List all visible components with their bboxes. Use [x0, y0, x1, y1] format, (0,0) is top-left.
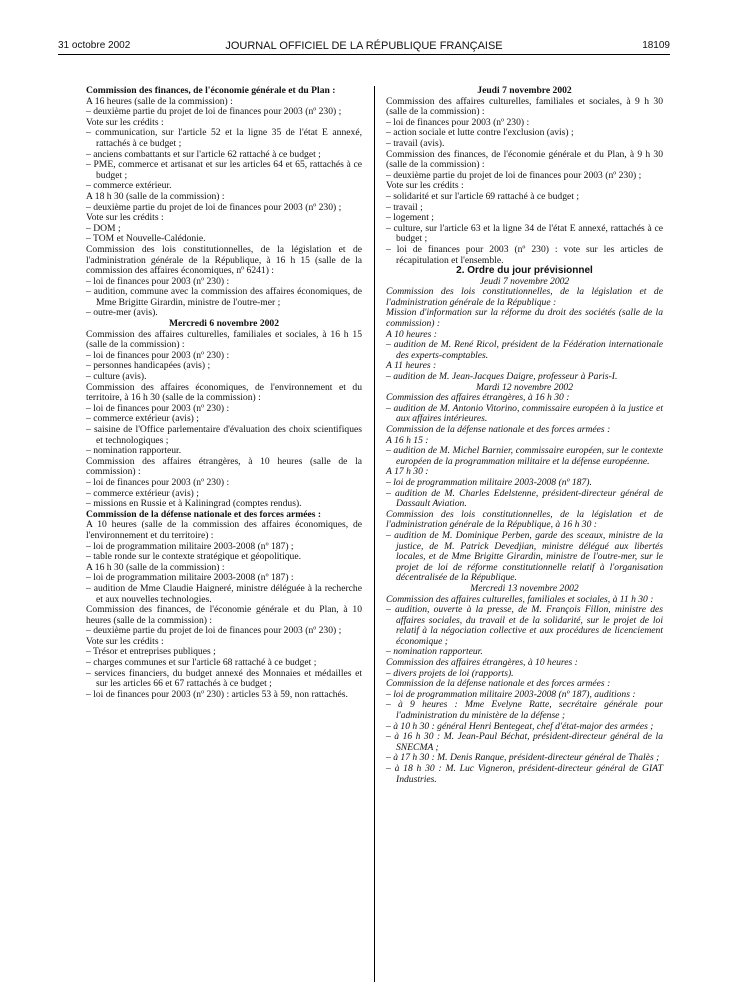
- column-divider: [374, 86, 375, 982]
- left-paragraph: A 16 heures (salle de la commission) :: [86, 95, 233, 107]
- left-paragraph: Vote sur les crédits :: [86, 635, 164, 647]
- right-paragraph: Jeudi 7 novembre 2002: [479, 275, 570, 287]
- left-paragraph: – personnes handicapées (avis) ;: [86, 360, 211, 372]
- right-paragraph: – à 18 h 30 : M. Luc Vigneron, président-directeur général de GIAT Industries.: [386, 763, 663, 785]
- left-paragraph: – loi de programmation militaire 2003-2008 (nº 187) :: [86, 572, 294, 584]
- right-paragraph: Commission de la défense nationale et des forces armées :: [386, 424, 611, 435]
- left-column: [86, 86, 362, 700]
- right-paragraph: – solidarité et sur l'article 69 rattaché à ce budget ;: [386, 190, 579, 202]
- right-paragraph: – loi de finances pour 2003 (nº 230) : vote sur les articles de récapitulation et l'ensemble.: [386, 243, 663, 266]
- left-paragraph: A 18 h 30 (salle de la commission) :: [86, 190, 225, 202]
- left-paragraph: Commission des finances, de l'économie générale et du Plan :: [86, 85, 336, 96]
- left-paragraph: – audition, commune avec la commission des affaires économiques, de Mme Brigitte Girardin, ministre de l'outre-mer ;: [86, 286, 362, 308]
- left-paragraph: A 16 h 30 (salle de la commission) :: [86, 561, 225, 573]
- right-paragraph: – à 16 h 30 : M. Jean-Paul Béchat, président-directeur général de la SNECMA ;: [386, 731, 663, 753]
- left-paragraph: – communication, sur l'article 52 et la ligne 35 de l'état E annexé, rattachés à ce budget ;: [86, 127, 362, 149]
- right-paragraph: – audition de M. Jean-Jacques Daigre, professeur à Paris-I.: [386, 371, 618, 383]
- left-paragraph: – loi de finances pour 2003 (nº 230) :: [86, 476, 230, 488]
- left-paragraph: – deuxième partie du projet de loi de finances pour 2003 (nº 230) ;: [86, 625, 342, 637]
- right-paragraph: – loi de finances pour 2003 (nº 230) :: [386, 116, 530, 128]
- left-paragraph: Commission des affaires économiques, de l'environnement et du territoire, à 16 h 30 (salle de la commission) :: [86, 381, 362, 404]
- right-paragraph: – audition de M. René Ricol, président de la Fédération internationale des experts-comptables.: [386, 339, 663, 361]
- left-paragraph: Mercredi 6 novembre 2002: [168, 318, 280, 330]
- right-paragraph: 2. Ordre du jour prévisionnel: [456, 265, 593, 277]
- page-header: [58, 40, 670, 54]
- right-paragraph: Mardi 12 novembre 2002: [475, 381, 574, 393]
- right-paragraph: – travail (avis).: [386, 137, 445, 149]
- left-paragraph: – TOM et Nouvelle-Calédonie.: [86, 233, 206, 245]
- right-paragraph: Jeudi 7 novembre 2002: [477, 85, 572, 96]
- right-paragraph: Commission des affaires culturelles, familiales et sociales, à 11 h 30 :: [386, 593, 654, 605]
- right-paragraph: – audition, ouverte à la presse, de M. François Fillon, ministre des affaires sociales, du travail et de la solidarité, sur le projet de loi relatif à la négociation collective et aux procédures de licenciement économique ;: [386, 604, 663, 647]
- left-paragraph: – loi de programmation militaire 2003-2008 (nº 187) ;: [86, 540, 294, 552]
- left-paragraph: – loi de finances pour 2003 (nº 230) :: [86, 275, 230, 287]
- left-paragraph: – DOM ;: [86, 222, 121, 234]
- left-paragraph: – table ronde sur le contexte stratégique et géopolitique.: [86, 551, 301, 563]
- header-rule: [58, 54, 670, 55]
- left-paragraph: – audition de Mme Claudie Haigneré, ministre déléguée à la recherche et aux nouvelles technologies.: [86, 582, 362, 605]
- journal-title: JOURNAL OFFICIEL DE LA RÉPUBLIQUE FRANÇAISE: [225, 40, 503, 52]
- left-paragraph: – services financiers, du budget annexé des Monnaies et médailles et sur les articles 66 et 67 rattachés à ce budget ;: [86, 667, 362, 690]
- right-paragraph: – deuxième partie du projet de loi de finances pour 2003 (nº 230) ;: [386, 169, 642, 181]
- right-paragraph: – à 9 heures : Mme Evelyne Ratte, secrétaire générale pour l'administration du ministère de la défense ;: [386, 699, 663, 722]
- left-paragraph: – deuxième partie du projet de loi de finances pour 2003 (nº 230) ;: [86, 201, 342, 213]
- right-paragraph: – audition de M. Michel Barnier, commissaire européen, sur le contexte européen de la programmation militaire et la défense européenne.: [386, 445, 663, 467]
- left-paragraph: Commission des finances, de l'économie générale et du Plan, à 10 heures (salle de la commission) :: [86, 604, 362, 626]
- left-paragraph: – Trésor et entreprises publiques ;: [86, 646, 216, 658]
- left-paragraph: – PME, commerce et artisanat et sur les articles 64 et 65, rattachés à ce budget ;: [86, 159, 362, 181]
- right-paragraph: Commission des finances, de l'économie générale et du Plan, à 9 h 30 (salle de la commission) :: [386, 148, 663, 171]
- right-paragraph: – nomination rapporteur.: [386, 646, 483, 658]
- left-paragraph: – culture (avis).: [86, 371, 147, 383]
- left-paragraph: – loi de finances pour 2003 (nº 230) :: [86, 349, 230, 361]
- right-paragraph: – audition de M. Dominique Perben, garde des sceaux, ministre de la justice, de M. Patrick Devedjian, ministre délégué aux libertés locales, et de Mme Brigitte Girardin, ministre de l'outre-mer, sur le projet de loi de réforme constitutionnelle relatif à l'organisation décentralisée de la République.: [386, 529, 663, 584]
- left-paragraph: – outre-mer (avis).: [86, 307, 158, 319]
- left-paragraph: – commerce extérieur.: [86, 180, 172, 192]
- left-paragraph: Vote sur les crédits :: [86, 212, 164, 224]
- page-number: 18109: [642, 40, 670, 51]
- right-paragraph: A 10 heures :: [386, 328, 437, 340]
- right-paragraph: – audition de M. Antonio Vitorino, commissaire européen à la justice et aux affaires intérieures.: [386, 402, 663, 425]
- left-paragraph: – commerce extérieur (avis) ;: [86, 413, 199, 425]
- right-paragraph: Vote sur les crédits :: [386, 180, 464, 192]
- right-paragraph: – travail ;: [386, 201, 423, 213]
- left-paragraph: – saisine de l'Office parlementaire d'évaluation des choix scientifiques et technologiques ;: [86, 424, 362, 446]
- left-paragraph: – nomination rapporteur.: [86, 445, 182, 457]
- right-paragraph: – divers projets de loi (rapports).: [386, 667, 514, 679]
- left-paragraph: A 10 heures (salle de la commission des affaires économiques, de l'environnement et du territoire) :: [86, 519, 362, 541]
- right-paragraph: Mercredi 13 novembre 2002: [470, 582, 579, 594]
- right-paragraph: – loi de programmation militaire 2003-2008 (nº 187).: [386, 476, 592, 488]
- left-paragraph: – commerce extérieur (avis) ;: [86, 487, 199, 499]
- right-paragraph: Commission des lois constitutionnelles, de la législation et de l'administration générale de la République, à 16 h 30 :: [386, 508, 663, 531]
- left-paragraph: – charges communes et sur l'article 68 rattaché à ce budget ;: [86, 657, 317, 669]
- left-paragraph: Commission des lois constitutionnelles, de la législation et de l'administration générale de la République, à 16 h 15 (salle de la commission des affaires économiques, nº 6241) :: [86, 243, 362, 277]
- left-paragraph: – loi de finances pour 2003 (nº 230) : articles 53 à 59, non rattachés.: [86, 688, 348, 700]
- right-paragraph: Commission de la défense nationale et des forces armées :: [386, 678, 611, 690]
- left-paragraph: – loi de finances pour 2003 (nº 230) :: [86, 402, 230, 414]
- left-paragraph: Commission des affaires culturelles, familiales et sociales, à 16 h 15 (salle de la commission) :: [86, 328, 362, 351]
- right-paragraph: Commission des lois constitutionnelles, de la législation et de l'administration générale de la République :: [386, 286, 663, 308]
- header-date: 31 octobre 2002: [58, 40, 131, 51]
- right-paragraph: A 16 h 15 :: [386, 434, 429, 446]
- left-paragraph: – deuxième partie du projet de loi de finances pour 2003 (nº 230) ;: [86, 106, 342, 118]
- right-paragraph: – logement ;: [386, 212, 434, 224]
- right-paragraph: Mission d'information sur la réforme du droit des sociétés (salle de la commission) :: [386, 307, 663, 330]
- right-paragraph: Commission des affaires culturelles, familiales et sociales, à 9 h 30 (salle de la commission) :: [386, 95, 663, 118]
- right-paragraph: – action sociale et lutte contre l'exclusion (avis) ;: [386, 127, 574, 139]
- left-paragraph: Commission des affaires étrangères, à 10 heures (salle de la commission) :: [86, 455, 362, 478]
- left-paragraph: Vote sur les crédits :: [86, 116, 164, 128]
- right-column: [386, 86, 663, 785]
- right-paragraph: A 17 h 30 :: [386, 466, 429, 478]
- left-paragraph: Commission de la défense nationale et des forces armées :: [86, 508, 322, 520]
- left-paragraph: – missions en Russie et à Kaliningrad (comptes rendus).: [86, 498, 302, 510]
- right-paragraph: A 11 heures :: [386, 360, 437, 372]
- right-paragraph: – à 10 h 30 : général Henri Bentegeat, chef d'état-major des armées ;: [386, 720, 654, 732]
- right-paragraph: – culture, sur l'article 63 et la ligne 34 de l'état E annexé, rattachés à ce budget ;: [386, 222, 663, 245]
- left-paragraph: – anciens combattants et sur l'article 62 rattaché à ce budget ;: [86, 148, 321, 160]
- right-paragraph: Commission des affaires étrangères, à 10 heures :: [386, 657, 578, 669]
- right-paragraph: – audition de M. Charles Edelstenne, président-directeur général de Dassault Aviation.: [386, 487, 663, 510]
- right-paragraph: – loi de programmation militaire 2003-2008 (nº 187), auditions :: [386, 688, 636, 700]
- right-paragraph: Commission des affaires étrangères, à 16 h 30 :: [386, 392, 570, 404]
- right-paragraph: – à 17 h 30 : M. Denis Ranque, président-directeur général de Thalès ;: [386, 752, 660, 764]
